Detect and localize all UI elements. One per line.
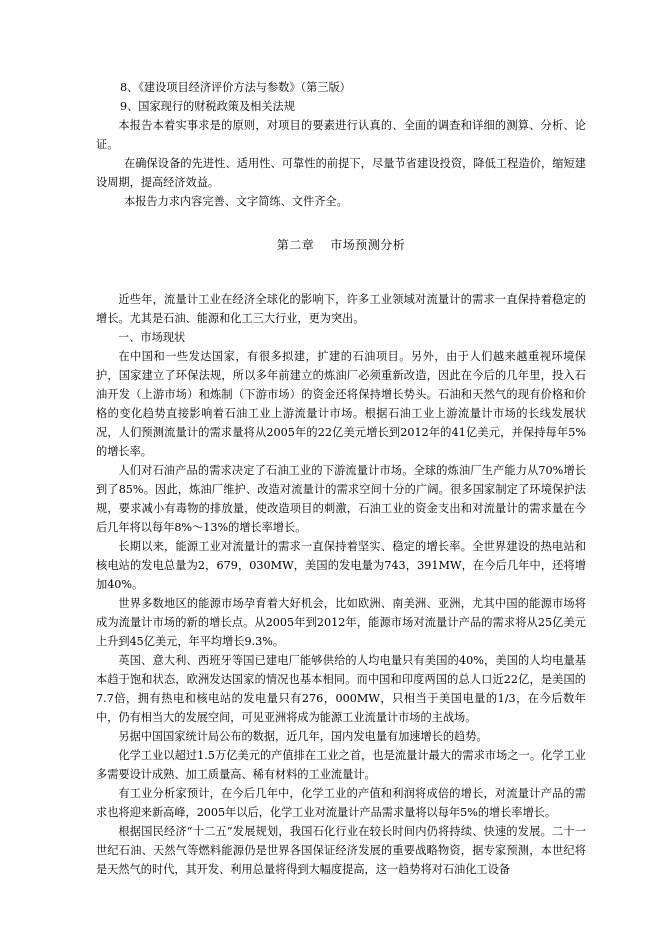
paragraph-6: 另据中国国家统计局公布的数据，近几年，国内发电量有加速增长的趋势。 [118,730,488,743]
paragraph-5: 英国、意大利、西班牙等国已建电厂能够供给的人均电量只有美国的40%，美国的人均电量基本趋于饱和状态，欧洲发达国家的情况也基本相同。而中国和印度两国的总人口近22亿，是美国的7.7倍，拥有热电和核电站的发电量只有276，000MW，只相当于美国电量的1/3，在今后数年中，仍有相当大的发展空间，可见亚洲将成为能源工业流量计市场的主战场。 [96,654,586,724]
paragraph-3: 长期以来，能源工业对流量计的需求一直保持着坚实、稳定的增长率。全世界建设的热电站和核电站的发电总量为2，679，030MW，美国的发电量为743，391MW，在今后几年中，还将增加40%。 [96,540,586,591]
paragraph-7: 化学工业以超过1.5万亿美元的产值排在工业之首，也是流量计最大的需求市场之一。化学工业多需要设计成熟、加工质量高、稀有材料的工业流量计。 [96,749,586,781]
section-heading-market-status: 一、市场现状 [118,331,186,344]
reference-item-9: 9、国家现行的财税政策及相关法规 [120,100,295,113]
chapter-name: 市场预测分析 [330,238,406,252]
paragraph-style: 本报告力求内容完善、文字简练、文件齐全。 [124,195,348,208]
paragraph-8: 有工业分析家预计，在今后几年中，化学工业的产值和利润将成倍的增长，对流量计产品的需求也将迎来新高峰，2005年以后，化学工业对流量计产品需求量将以每年5%的增长率增长。 [96,787,586,819]
chapter-number: 第二章 [276,238,315,252]
paragraph-principle: 本报告本着实事求是的原则，对项目的要素进行认真的、全面的调查和详细的测算、分析、论证。 [96,119,586,151]
paragraph-9: 根据国民经济“十二五”发展规划，我国石化行业在较长时间内仍将持续、快速的发展。二十一世纪石油、天然气等燃料能源仍是世界各国保证经济发展的重要战略物资，据专家预测，本世纪将是天然气的时代，其开发、利用总量将得到大幅度提高，这一趋势将对石油化工设备 [96,825,586,876]
paragraph-4: 世界多数地区的能源市场孕育着大好机会，比如欧洲、南美洲、亚洲，尤其中国的能源市场将成为流量计市场的新的增长点。从2005年到2012年，能源市场对流量计产品的需求将从25亿美元上升到45亿美元，年平均增长9.3%。 [96,597,586,648]
paragraph-goal: 在确保设备的先进性、适用性、可靠性的前提下，尽量节省建设投资，降低工程造价，缩短建设周期，提高经济效益。 [96,157,586,189]
intro-section [96,78,586,211]
market-analysis-section [96,290,586,879]
paragraph-intro: 近些年，流量计工业在经济全球化的影响下，许多工业领域对流量计的需求一直保持着稳定的增长。尤其是石油、能源和化工三大行业，更为突出。 [96,293,586,325]
paragraph-2: 人们对石油产品的需求决定了石油工业的下游流量计市场。全球的炼油厂生产能力从70%增长到了85%。因此，炼油厂维护、改造对流量计的需求空间十分的广阔。很多国家制定了环境保护法规，要求减小有毒物的排放量，使改造项目的刺激，石油工业的资金支出和对流量计的需求量在今后几年将以每年8%～13%的增长率增长。 [96,464,586,534]
paragraph-1: 在中国和一些发达国家，有很多拟建，扩建的石油项目。另外，由于人们越来越重视环境保护，国家建立了环保法规，所以多年前建立的炼油厂必须重新改造，因此在今后的几年里，投入石油开发（上游市场）和炼制（下游市场）的资金还将保持增长势头。石油和天然气的现有价格和价格的变化趋势直接影响着石油工业上游流量计市场。根据石油工业上游流量计市场的长线发展状况，人们预测流量计的需求量将从2005年的22亿美元增长到2012年的41亿美元，并保持每年5%的增长率。 [96,350,586,458]
reference-item-8: 8、《建设项目经济评价方法与参数》（第三版） [120,81,351,94]
chapter-title [96,236,586,253]
